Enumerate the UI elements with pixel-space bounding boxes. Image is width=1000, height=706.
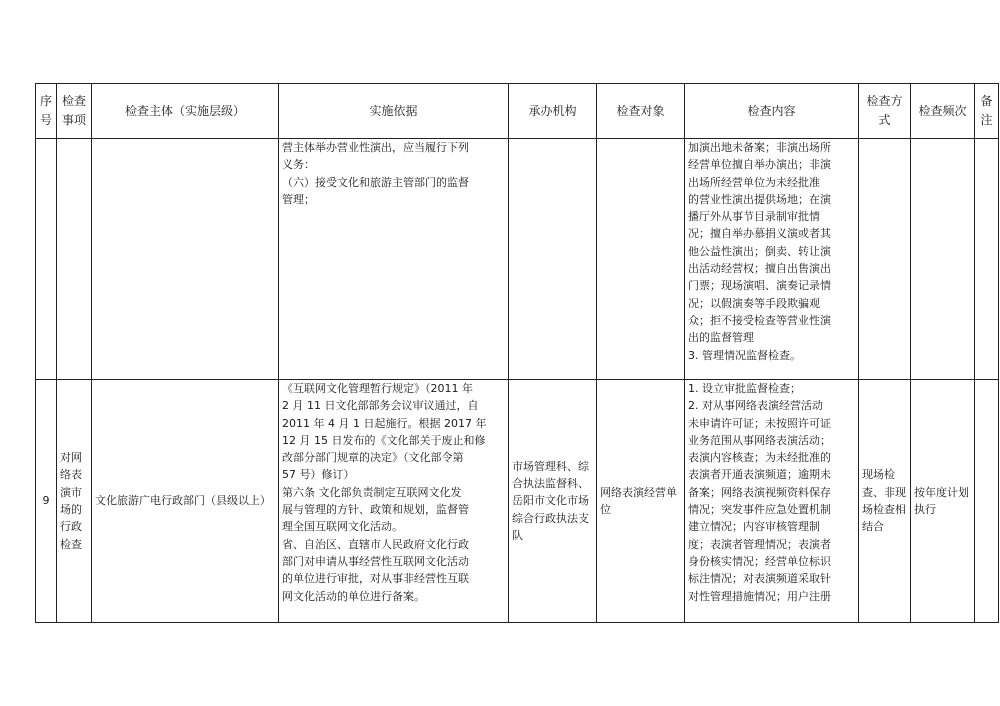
content-line: 表演者开通表演频道；逾期未 — [688, 468, 831, 482]
item-line: 行政 — [60, 520, 82, 534]
row1-basis — [279, 139, 509, 380]
content-line: 出场所经营单位为未经批准 — [688, 175, 820, 189]
basis-line: 营主体举办营业性演出，应当履行下列 — [282, 141, 469, 154]
header-row — [36, 84, 999, 139]
table-row — [36, 139, 999, 380]
row1-method — [859, 139, 911, 380]
content-line: 1. 设立审批监督检查； — [688, 382, 801, 395]
header-item: 检查事项 — [57, 84, 92, 139]
content-line: 他公益性演出；倒卖、转让演 — [688, 244, 831, 258]
content-line: 建立情况；内容审核管理制 — [688, 520, 820, 534]
row1-item — [57, 139, 92, 380]
basis-line: 2011 年 4 月 1 日起施行。根据 2017 年 — [282, 416, 487, 430]
row1-content — [685, 139, 859, 380]
header-basis: 实施依据 — [279, 84, 509, 139]
row2-basis — [279, 380, 509, 623]
basis-line: 57 号）修订） — [282, 468, 355, 482]
row2-frequency: 按年度计划执行 — [911, 380, 975, 623]
content-line: 况；以假演奏等手段欺骗观 — [688, 296, 820, 310]
content-line: 表演内容核查；为未经批准的 — [688, 451, 831, 465]
content-line: 业务范围从事网络表演活动； — [688, 433, 831, 447]
table-row — [36, 380, 999, 623]
header-remark: 备注 — [975, 84, 999, 139]
header-target: 检查对象 — [597, 84, 685, 139]
item-line: 演市 — [60, 485, 82, 499]
content-line: 播厅外从事节目录制审批情 — [688, 210, 820, 224]
basis-line: （六）接受文化和旅游主管部门的监督 — [282, 175, 469, 189]
row2-target: 网络表演经营单位 — [597, 380, 685, 623]
item-line: 对网 — [60, 451, 82, 465]
basis-line: 网文化活动的单位进行备案。 — [282, 589, 425, 603]
row2-item — [57, 380, 92, 623]
basis-line: 《互联网文化管理暂行规定》（2011 年 — [282, 382, 473, 395]
content-line: 对性管理措施情况；用户注册 — [688, 589, 831, 603]
content-line: 度；表演者管理情况；表演者 — [688, 537, 831, 551]
item-line: 检查 — [60, 537, 82, 551]
basis-line: 义务： — [282, 158, 315, 172]
content-line: 身份核实情况；经营单位标识 — [688, 554, 831, 568]
row2-seq: 9 — [36, 380, 57, 623]
content-line: 未申请许可证；未按照许可证 — [688, 416, 831, 430]
content-line: 3. 管理情况监督检查。 — [688, 348, 801, 362]
row1-target — [597, 139, 685, 380]
row1-remark — [975, 139, 999, 380]
row1-seq — [36, 139, 57, 380]
content-line: 2. 对从事网络表演经营活动 — [688, 399, 823, 413]
basis-line: 第六条 文化部负责制定互联网文化发 — [282, 485, 462, 499]
content-line: 况；擅自举办慕捐义演或者其 — [688, 227, 831, 241]
item-line: 场的 — [60, 503, 82, 516]
row1-frequency — [911, 139, 975, 380]
basis-line: 展与管理的方针、政策和规划，监督管 — [282, 503, 469, 517]
basis-line: 部门对申请从事经营性互联网文化活动 — [282, 554, 469, 568]
row2-method: 现场检查、非现场检查相结合 — [859, 380, 911, 623]
basis-line: 2 月 11 日文化部部务会议审议通过，自 — [282, 399, 479, 413]
inspection-table — [35, 83, 999, 623]
basis-line: 理全国互联网文化活动。 — [282, 520, 403, 534]
header-subject: 检查主体（实施层级） — [92, 84, 279, 139]
content-line: 加演出地未备案；非演出场所 — [688, 141, 831, 154]
content-line: 的营业性演出提供场地；在演 — [688, 192, 831, 206]
content-line: 标注情况；对表演频道采取针 — [688, 572, 831, 586]
content-line: 情况；突发事件应急处置机制 — [688, 503, 831, 517]
header-agency: 承办机构 — [509, 84, 597, 139]
content-line: 备案；网络表演视频资料保存 — [688, 485, 831, 499]
content-line: 众；拒不接受检查等营业性演 — [688, 313, 831, 327]
row1-agency — [509, 139, 597, 380]
basis-line: 省、自治区、直辖市人民政府文化行政 — [282, 537, 469, 551]
basis-line: 的单位进行审批，对从事非经营性互联 — [282, 572, 469, 586]
content-line: 出的监督管理 — [688, 331, 754, 345]
header-frequency: 检查频次 — [911, 84, 975, 139]
basis-line: 改部分部门规章的决定》（文化部令第 — [282, 451, 464, 465]
basis-line: 管理； — [282, 192, 315, 206]
header-seq: 序号 — [36, 84, 57, 139]
row2-content — [685, 380, 859, 623]
item-line: 络表 — [60, 468, 82, 482]
basis-line: 12 月 15 日发布的《文化部关于废止和修 — [282, 433, 486, 447]
row2-subject: 文化旅游广电行政部门（县级以上） — [92, 380, 279, 623]
content-line: 出活动经营权；擅自出售演出 — [688, 262, 831, 276]
content-line: 门票；现场演唱、演奏记录情 — [688, 279, 831, 293]
row2-agency: 市场管理科、综合执法监督科、岳阳市文化市场综合行政执法支队 — [509, 380, 597, 623]
row1-subject — [92, 139, 279, 380]
content-line: 经营单位擅自举办演出；非演 — [688, 158, 831, 172]
header-content: 检查内容 — [685, 84, 859, 139]
row2-remark — [975, 380, 999, 623]
header-method: 检查方式 — [859, 84, 911, 139]
